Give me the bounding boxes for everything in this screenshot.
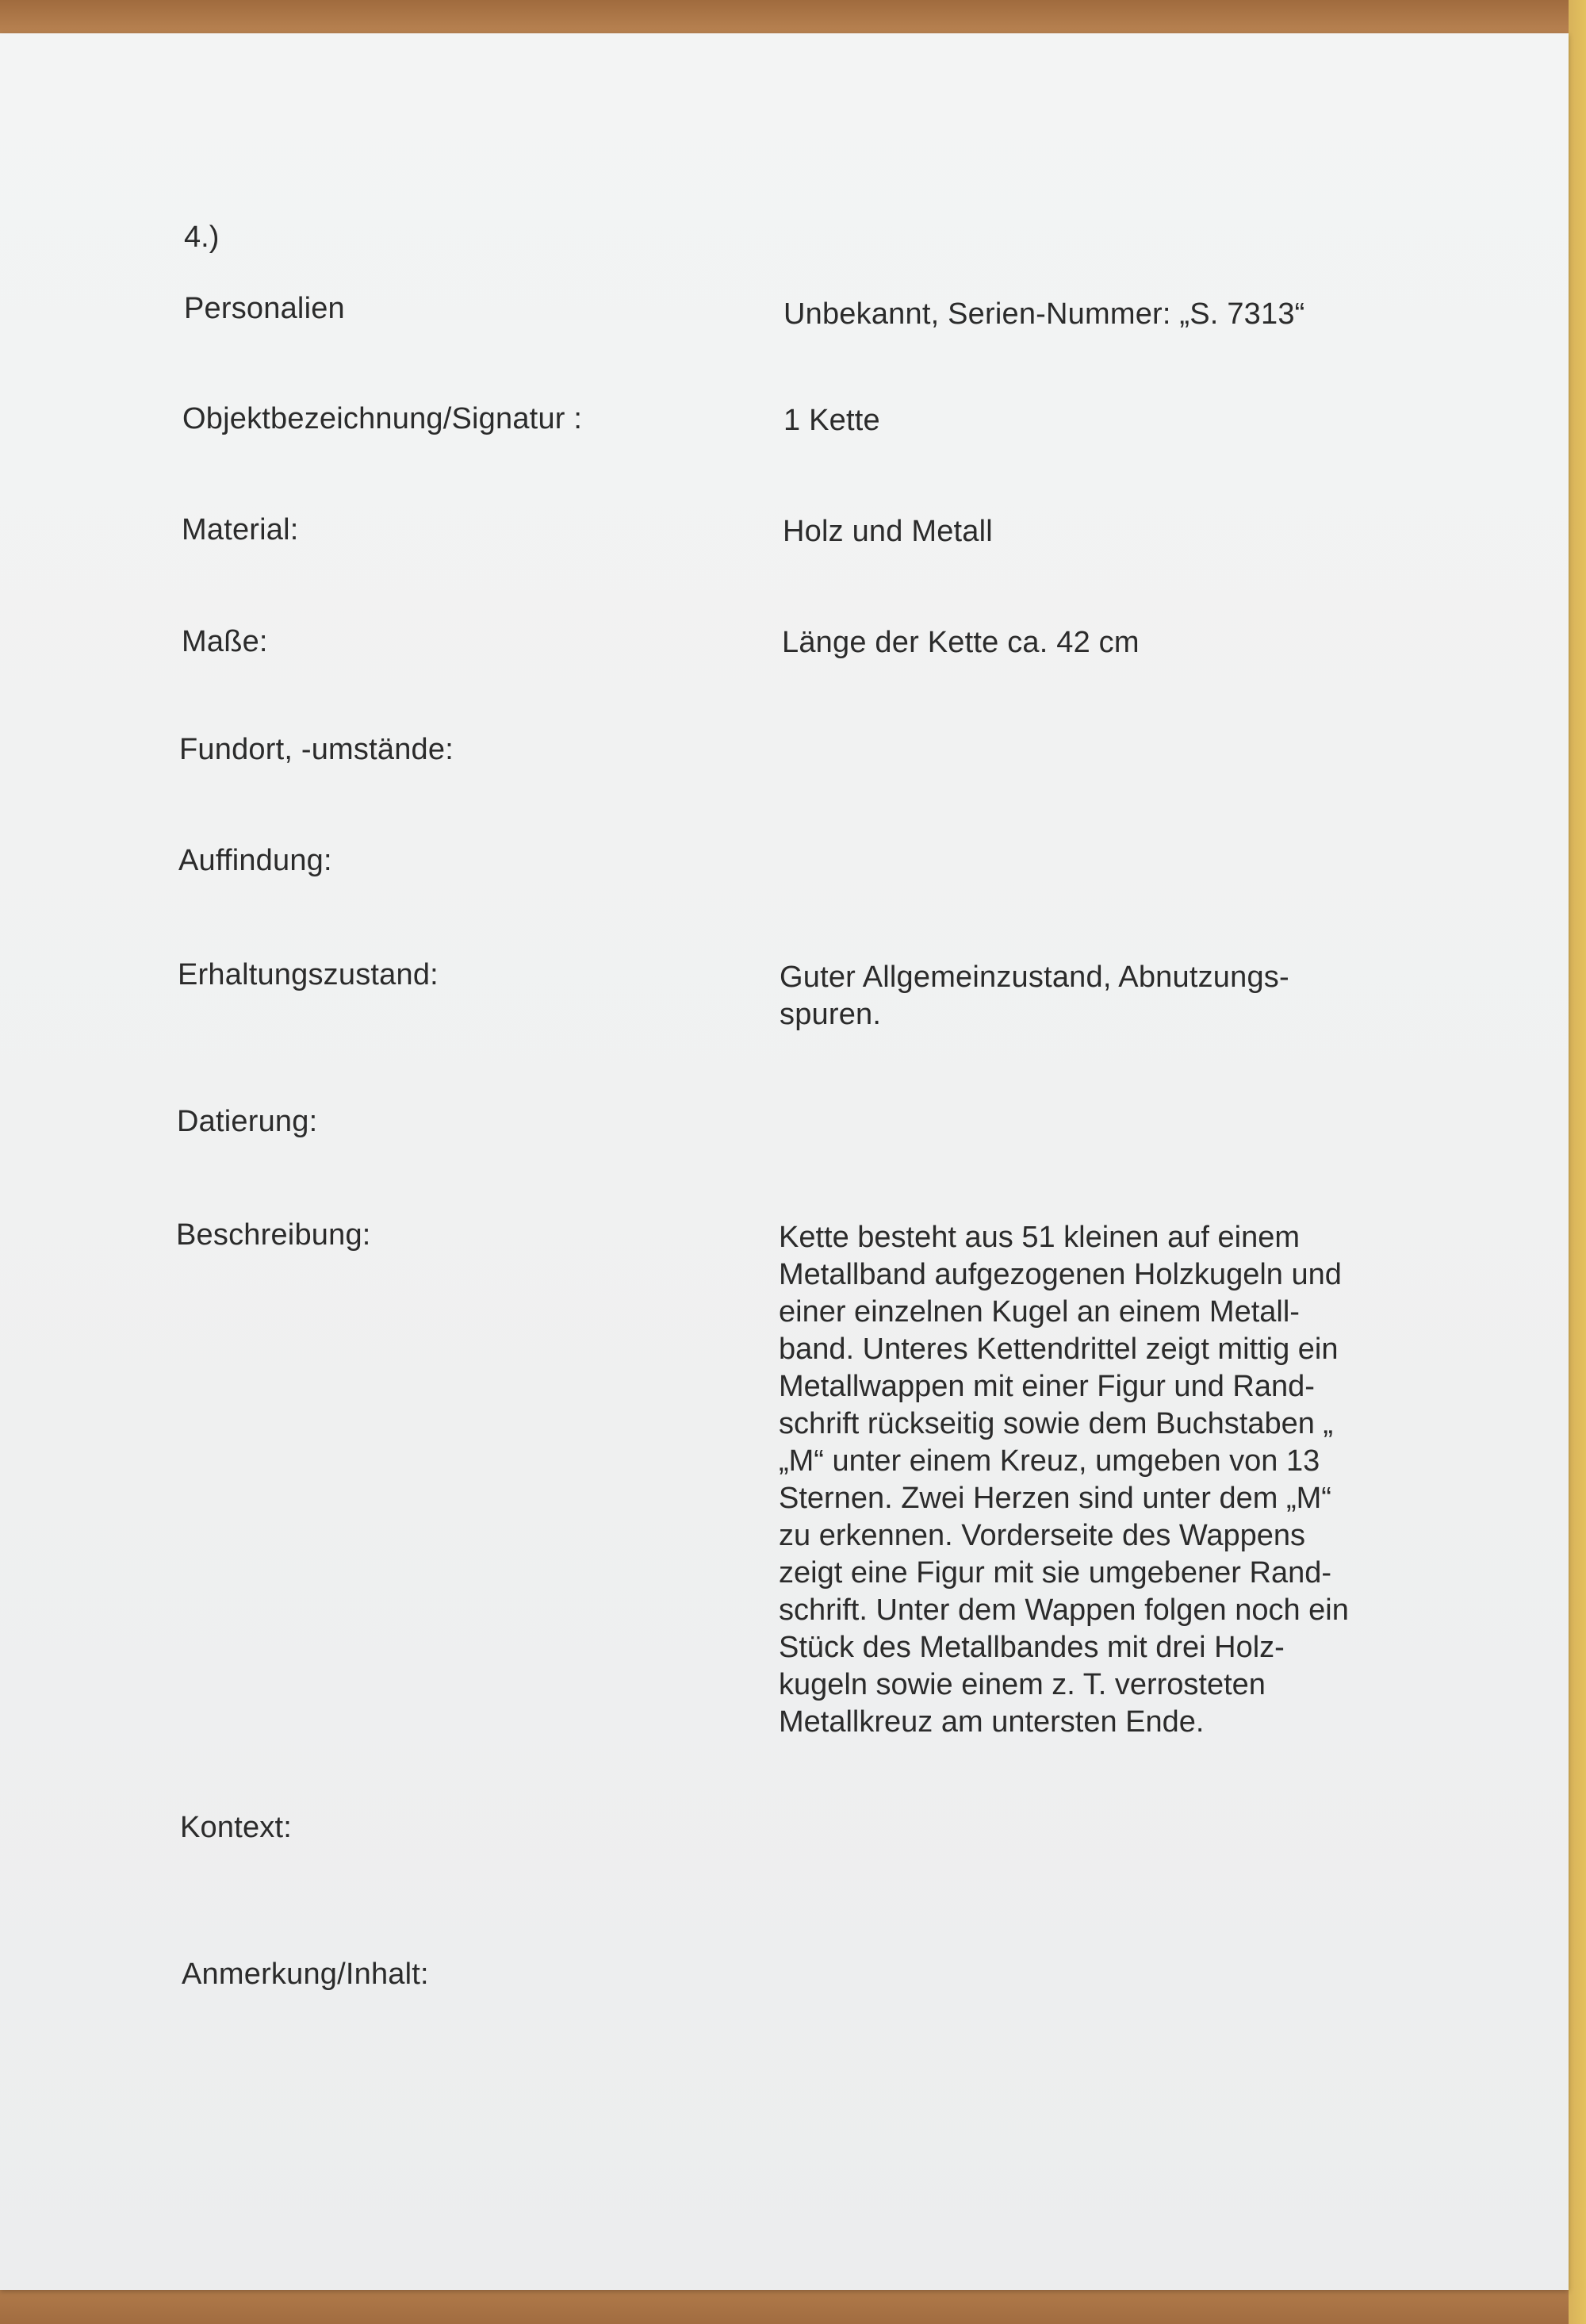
field-value-objektbezeichnung: 1 Kette <box>783 404 880 437</box>
description-line: „M“ unter einem Kreuz, umgeben von 13 <box>779 1444 1320 1478</box>
document-number: 4.) <box>184 221 220 254</box>
description-line: Kette besteht aus 51 kleinen auf einem <box>779 1221 1301 1254</box>
field-value-beschreibung <box>779 1219 1413 1741</box>
description-line: schrift. Unter dem Wappen folgen noch ein <box>779 1593 1349 1627</box>
field-value-erhaltungszustand-line-1: Guter Allgemeinzustand, Abnutzungs- <box>780 961 1289 994</box>
yellow-folder-edge <box>1569 0 1586 2324</box>
description-line: Metallband aufgezogenen Holzkugeln und <box>779 1258 1342 1291</box>
description-line: Stück des Metallbandes mit drei Holz- <box>779 1631 1285 1664</box>
description-line: Metallwappen mit einer Figur und Rand- <box>779 1370 1315 1403</box>
field-label-masse: Maße: <box>182 625 268 658</box>
field-label-fundort: Fundort, -umstände: <box>179 733 454 766</box>
field-value-masse: Länge der Kette ca. 42 cm <box>782 626 1140 659</box>
field-label-anmerkung: Anmerkung/Inhalt: <box>182 1958 429 1991</box>
field-label-kontext: Kontext: <box>180 1811 293 1844</box>
description-line: band. Unteres Kettendrittel zeigt mittig ein <box>779 1333 1339 1366</box>
field-value-erhaltungszustand-line-2: spuren. <box>780 998 882 1031</box>
field-label-erhaltungszustand: Erhaltungszustand: <box>178 958 439 991</box>
description-line: Sternen. Zwei Herzen sind unter dem „M“ <box>779 1482 1331 1515</box>
description-line: schrift rückseitig sowie dem Buchstaben „ <box>779 1407 1334 1440</box>
field-value-personalien: Unbekannt, Serien-Nummer: „S. 7313“ <box>783 297 1305 331</box>
field-value-material: Holz und Metall <box>783 515 993 548</box>
description-line: Metallkreuz am untersten Ende. <box>779 1705 1205 1739</box>
description-line: zeigt eine Figur mit sie umgebener Rand- <box>779 1556 1332 1590</box>
document-page <box>0 33 1569 2290</box>
field-label-personalien: Personalien <box>184 292 345 325</box>
description-line: einer einzelnen Kugel an einem Metall- <box>779 1295 1300 1329</box>
field-label-objektbezeichnung: Objektbezeichnung/Signatur : <box>182 402 583 435</box>
field-label-auffindung: Auffindung: <box>178 844 332 877</box>
description-line: zu erkennen. Vorderseite des Wappens <box>779 1519 1305 1552</box>
description-line: kugeln sowie einem z. T. verrosteten <box>779 1668 1266 1701</box>
field-label-datierung: Datierung: <box>177 1105 318 1138</box>
field-label-material: Material: <box>182 513 299 546</box>
field-label-beschreibung: Beschreibung: <box>176 1218 371 1252</box>
